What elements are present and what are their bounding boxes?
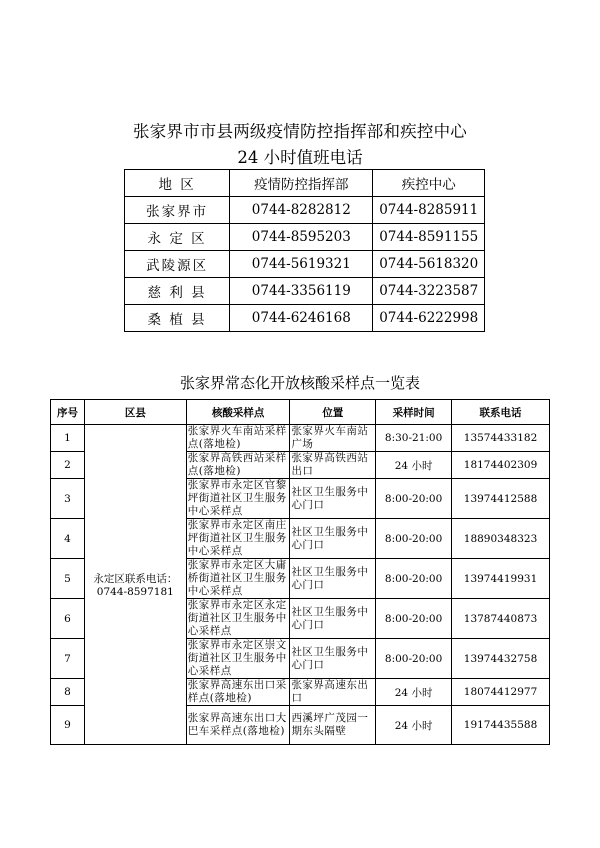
contact-phone: 18174402309 [452,452,550,479]
row-number: 5 [51,559,85,599]
row-number: 3 [51,479,85,519]
location: 社区卫生服务中心门口 [290,599,376,639]
sampling-time: 8:00-20:00 [376,519,452,559]
hotline-row [125,305,485,332]
sampling-point: 张家界高速东出口采样点(落地检) [186,679,290,706]
row-number: 8 [51,679,85,706]
header-location: 位置 [290,400,376,425]
location: 社区卫生服务中心门口 [290,559,376,599]
region-cell: 张家界市 [125,197,230,224]
row-number: 7 [51,639,85,679]
header-command: 疫情防控指挥部 [230,170,373,197]
hotline-row [125,251,485,278]
command-phone: 0744-5619321 [230,251,373,278]
row-number: 1 [51,425,85,452]
hotline-row [125,197,485,224]
cdc-phone: 0744-6222998 [373,305,485,332]
header-region: 地 区 [125,170,230,197]
hotline-header-row [125,170,485,197]
region-cell: 永 定 区 [125,224,230,251]
cdc-phone: 0744-8285911 [373,197,485,224]
hotline-row [125,224,485,251]
sampling-point: 张家界市永定区官黎坪街道社区卫生服务中心采样点 [186,479,290,519]
contact-phone: 13974432758 [452,639,550,679]
header-point: 核酸采样点 [186,400,290,425]
sampling-table [50,399,550,745]
table-row [51,425,550,452]
sampling-time: 8:00-20:00 [376,599,452,639]
sampling-title: 张家界常态化开放核酸采样点一览表 [179,374,420,392]
location: 社区卫生服务中心门口 [290,479,376,519]
sampling-time: 24 小时 [376,452,452,479]
cdc-phone: 0744-3223587 [373,278,485,305]
sampling-time: 8:30-21:00 [376,425,452,452]
location: 张家界高速东出口 [290,679,376,706]
header-phone: 联系电话 [452,400,550,425]
cdc-phone: 0744-8591155 [373,224,485,251]
command-phone: 0744-3356119 [230,278,373,305]
district-cell: 永定区联系电话：0744-8597181 [84,425,186,745]
sampling-point: 张家界高铁西站采样点(落地检) [186,452,290,479]
region-cell: 慈 利 县 [125,278,230,305]
command-phone: 0744-8282812 [230,197,373,224]
location: 张家界火车南站广场 [290,425,376,452]
header-district: 区县 [84,400,186,425]
hotline-subtitle: 24 小时值班电话 [237,148,363,167]
command-phone: 0744-8595203 [230,224,373,251]
sampling-point: 张家界市永定区永定街道社区卫生服务中心采样点 [186,599,290,639]
hotline-table [124,169,485,332]
contact-phone: 13787440873 [452,599,550,639]
row-number: 4 [51,519,85,559]
hotline-title: 张家界市市县两级疫情防控指挥部和疾控中心 [133,122,467,141]
sampling-time: 24 小时 [376,706,452,745]
location: 社区卫生服务中心门口 [290,639,376,679]
header-time: 采样时间 [376,400,452,425]
sampling-time: 24 小时 [376,679,452,706]
sampling-time: 8:00-20:00 [376,559,452,599]
sampling-point: 张家界市永定区崇文街道社区卫生服务中心采样点 [186,639,290,679]
contact-phone: 13574433182 [452,425,550,452]
header-cdc: 疾控中心 [373,170,485,197]
sampling-header-row [51,400,550,425]
contact-phone: 13974412588 [452,479,550,519]
sampling-time: 8:00-20:00 [376,479,452,519]
hotline-row [125,278,485,305]
header-no: 序号 [51,400,85,425]
region-cell: 武陵源区 [125,251,230,278]
sampling-point: 张家界市永定区南庄坪街道社区卫生服务中心采样点 [186,519,290,559]
region-cell: 桑 植 县 [125,305,230,332]
location: 西溪坪广茂园一期东头隔壁 [290,706,376,745]
contact-phone: 19174435588 [452,706,550,745]
row-number: 2 [51,452,85,479]
contact-phone: 18074412977 [452,679,550,706]
location: 社区卫生服务中心门口 [290,519,376,559]
row-number: 9 [51,706,85,745]
sampling-time: 8:00-20:00 [376,639,452,679]
cdc-phone: 0744-5618320 [373,251,485,278]
sampling-point: 张家界高速东出口大巴车采样点(落地检) [186,706,290,745]
command-phone: 0744-6246168 [230,305,373,332]
location: 张家界高铁西站出口 [290,452,376,479]
contact-phone: 18890348323 [452,519,550,559]
sampling-point: 张家界市永定区大庸桥街道社区卫生服务中心采样点 [186,559,290,599]
sampling-point: 张家界火车南站采样点(落地检) [186,425,290,452]
contact-phone: 13974419931 [452,559,550,599]
row-number: 6 [51,599,85,639]
